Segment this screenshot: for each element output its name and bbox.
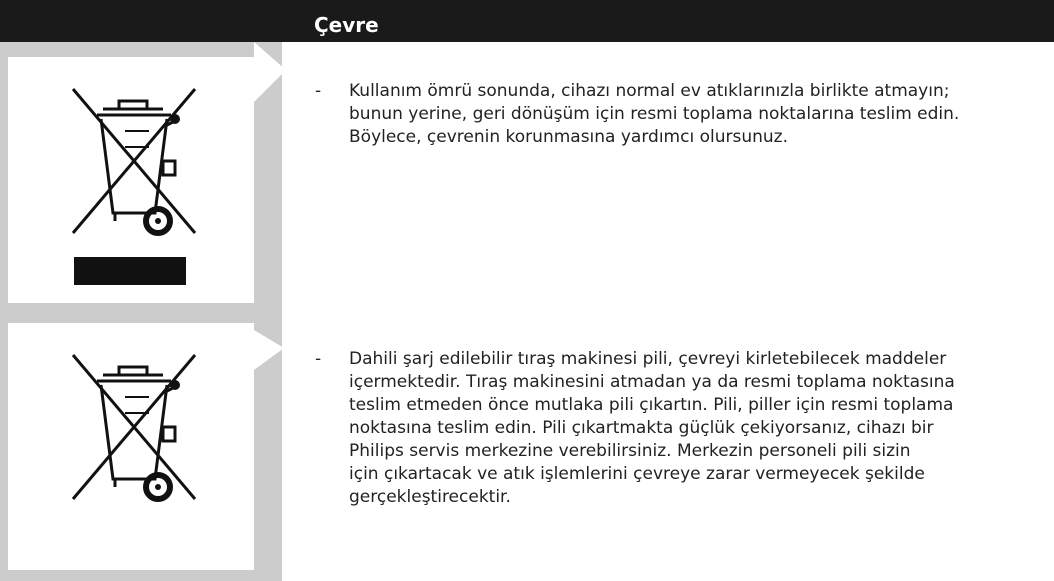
paragraph-line: Kullanım ömrü sonunda, cihazı normal ev atıklarınızla birlikte atmayın;: [349, 81, 950, 101]
bullet-dash: -: [315, 349, 322, 369]
pointer-arrow-2: [254, 320, 286, 380]
bullet-dash: -: [315, 81, 322, 101]
section-header-bar: [0, 0, 1054, 42]
paragraph-line: için çıkartacak ve atık işlemlerini çevreye zarar vermeyecek şekilde: [349, 464, 925, 484]
paragraph-line: bunun yerine, geri dönüşüm için resmi toplama noktalarına teslim edin.: [349, 104, 960, 124]
battery-paragraph: [315, 348, 1039, 509]
icon-panel-2: [8, 323, 254, 570]
disposal-paragraph: [315, 80, 1039, 149]
paragraph-line: gerçekleştirecektir.: [349, 487, 511, 507]
section-title: Çevre: [314, 13, 379, 37]
paragraph-line: içermektedir. Tıraş makinesini atmadan ya da resmi toplama noktasına: [349, 372, 955, 392]
crossed-out-wheelie-bin-icon: [63, 81, 203, 241]
paragraph-line: Dahili şarj edilebilir tıraş makinesi pili, çevreyi kirletebilecek maddeler: [349, 349, 947, 369]
crossed-out-wheelie-bin-icon: [63, 347, 203, 507]
black-bar-marker: [74, 257, 186, 285]
paragraph-line: teslim etmeden önce mutlaka pili çıkartın. Pili, piller için resmi toplama: [349, 395, 954, 415]
paragraph-line: Philips servis merkezine verebilirsiniz. Merkezin personeli pili sizin: [349, 441, 911, 461]
paragraph-line: Böylece, çevrenin korunmasına yardımcı olursunuz.: [349, 127, 788, 147]
icon-panel-1: [8, 57, 254, 303]
paragraph-line: noktasına teslim edin. Pili çıkartmakta güçlük çekiyorsanız, cihazı bir: [349, 418, 934, 438]
pointer-arrow-1: [254, 42, 286, 132]
